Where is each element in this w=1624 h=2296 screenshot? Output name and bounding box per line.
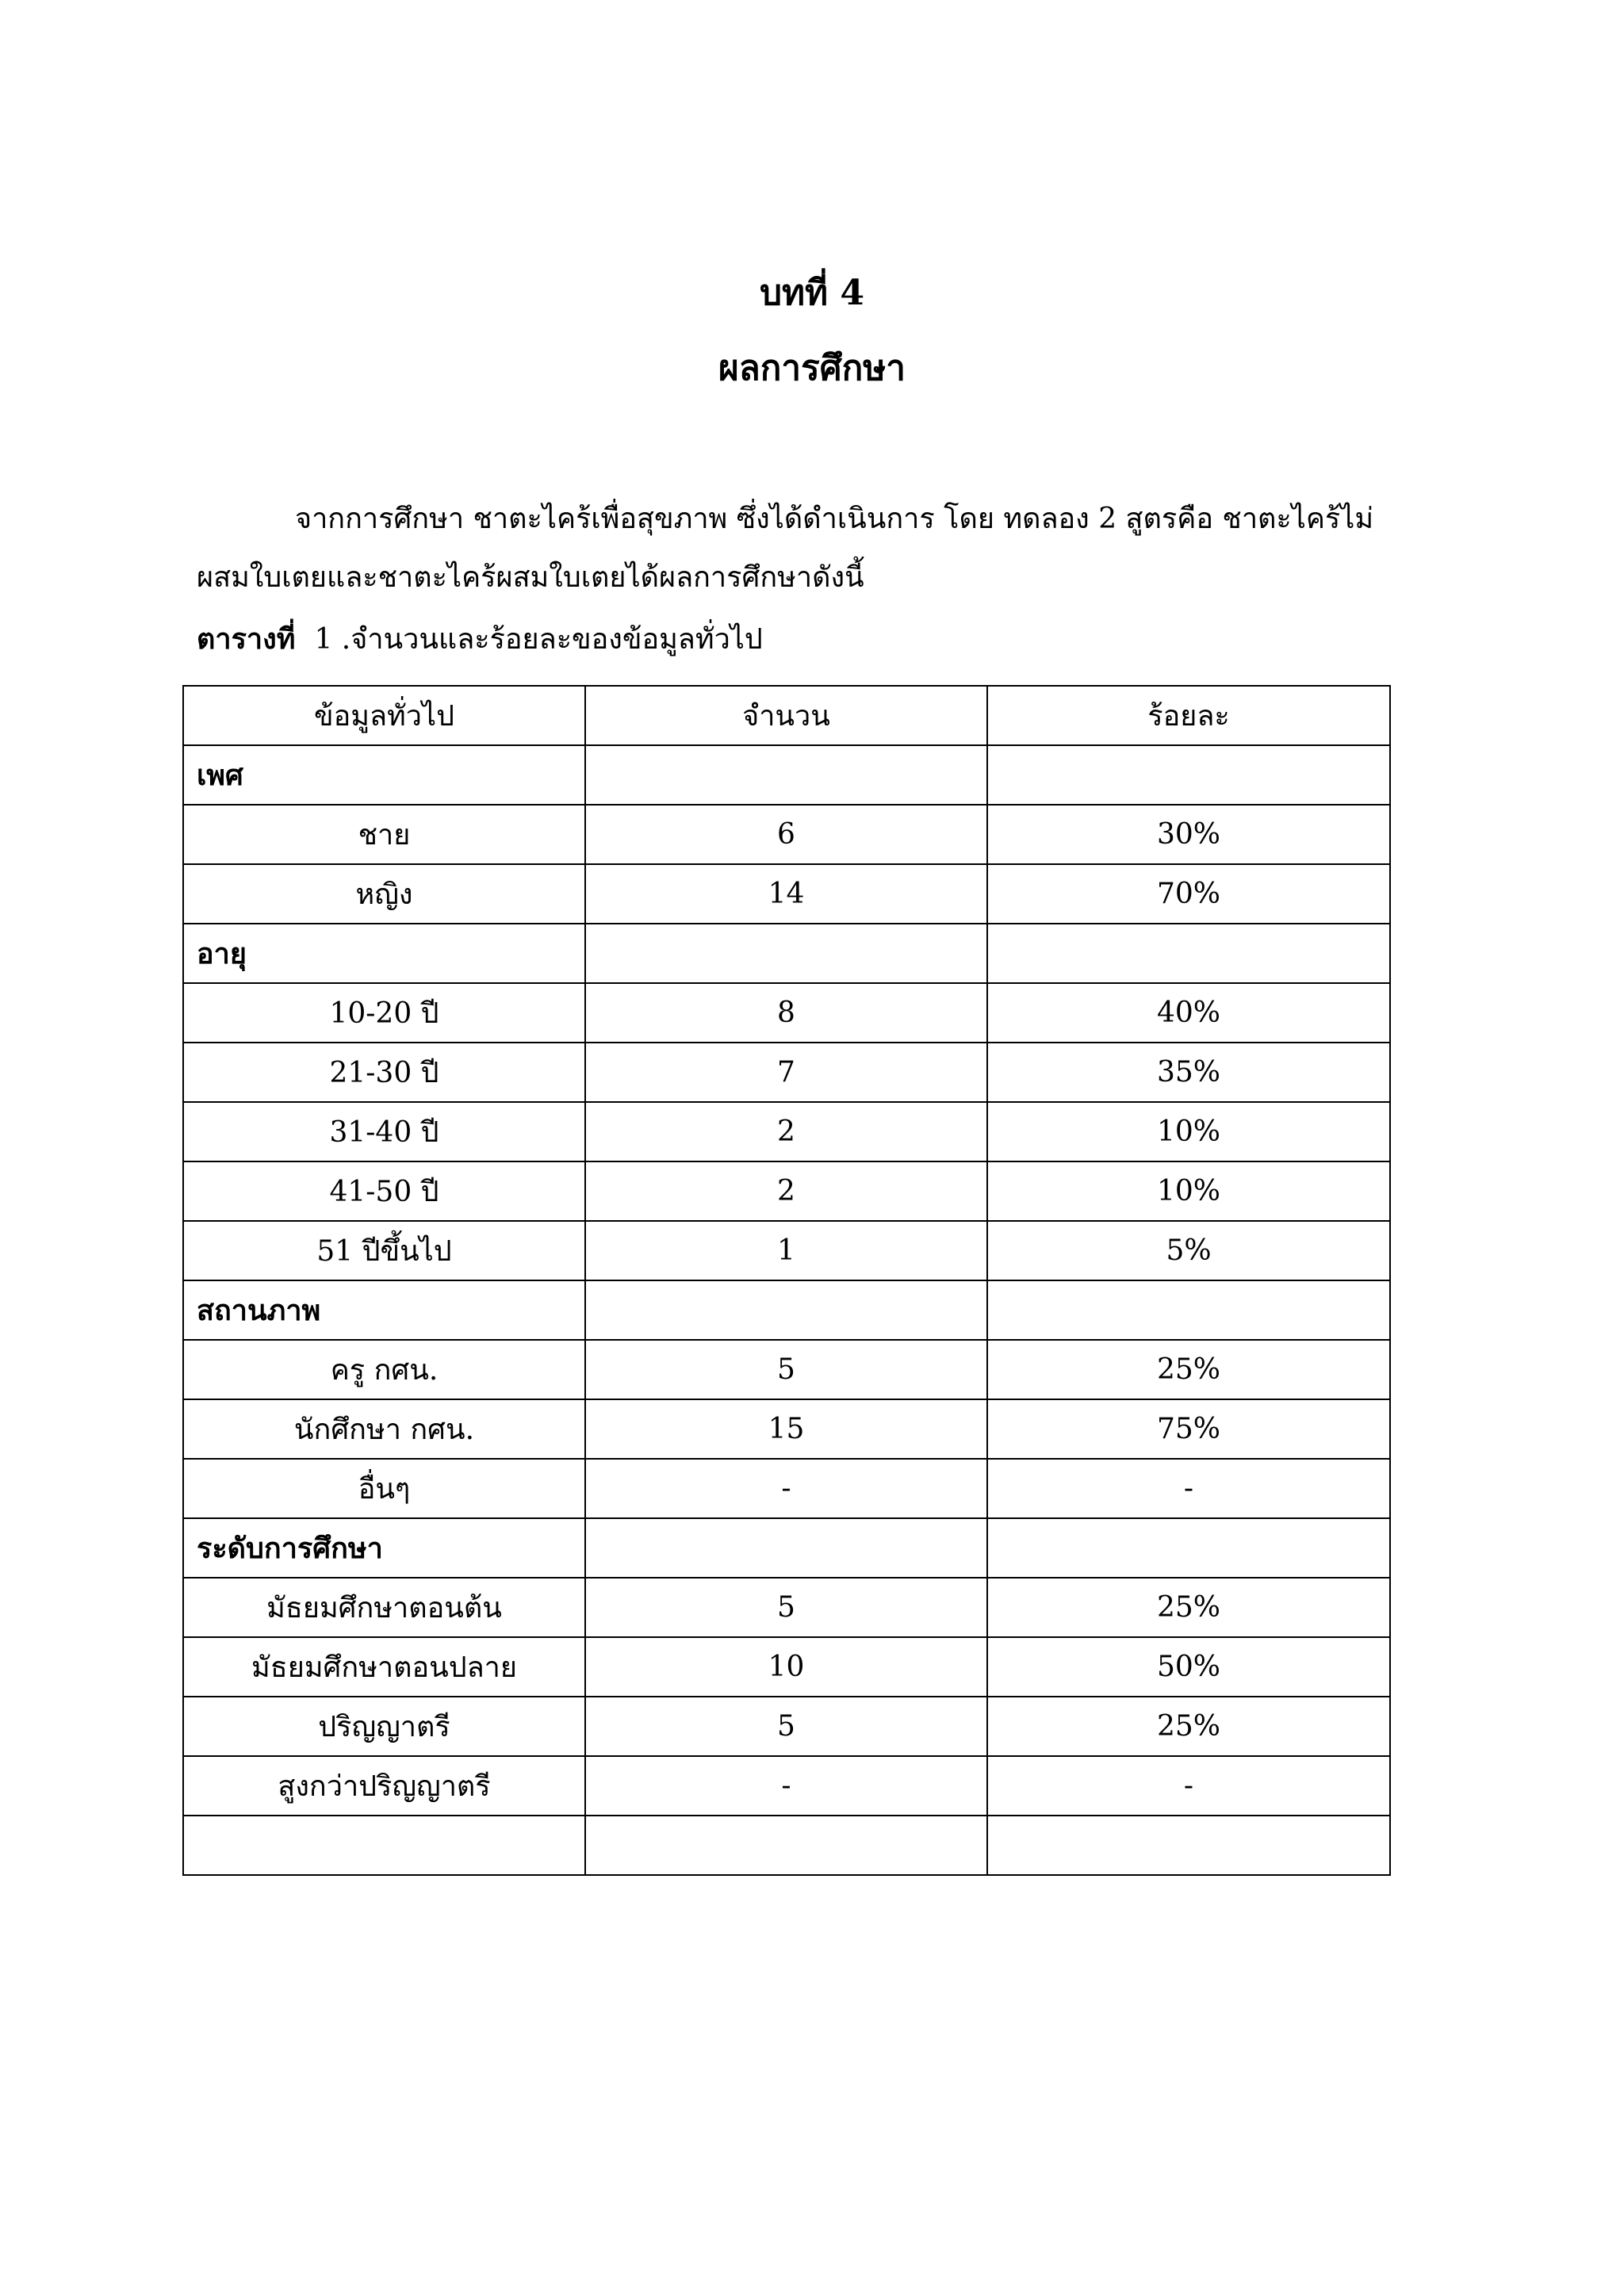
row-count: 5: [585, 1578, 987, 1637]
row-label: ชาย: [183, 805, 585, 864]
table-row: [183, 1221, 1390, 1280]
row-label: นักศึกษา กศน.: [183, 1399, 585, 1459]
chapter-title: บทที่ 4: [760, 273, 864, 313]
table-row: [183, 1697, 1390, 1756]
table-row: [183, 1637, 1390, 1697]
row-count: 10: [585, 1637, 987, 1697]
table-caption-label: ตารางที่: [197, 622, 296, 656]
row-count: 2: [585, 1161, 987, 1221]
row-label: ปริญญาตรี: [183, 1697, 585, 1756]
row-percent: 40%: [987, 983, 1390, 1043]
row-percent: 30%: [987, 805, 1390, 864]
row-count: 6: [585, 805, 987, 864]
header-percent: ร้อยละ: [987, 686, 1390, 745]
row-label: 10-20 ปี: [183, 983, 585, 1043]
row-label: 51 ปีขึ้นไป: [183, 1221, 585, 1280]
table-row: [183, 1043, 1390, 1102]
header-count: จำนวน: [585, 686, 987, 745]
table-row: [183, 864, 1390, 924]
row-count: 14: [585, 864, 987, 924]
row-label: มัธยมศึกษาตอนต้น: [183, 1578, 585, 1637]
row-label: 41-50 ปี: [183, 1161, 585, 1221]
group-title: สถานภาพ: [183, 1280, 585, 1340]
row-label: สูงกว่าปริญญาตรี: [183, 1756, 585, 1816]
row-count: 5: [585, 1697, 987, 1756]
row-percent: 25%: [987, 1578, 1390, 1637]
row-label: หญิง: [183, 864, 585, 924]
intro-paragraph: จากการศึกษา ชาตะไคร้เพื่อสุขภาพ ซึ่งได้ดำเนินการ โดย ทดลอง 2 สูตรคือ ชาตะไคร้ไม่ผสมใบเตยและชาตะไคร้ผสมใบเตยได้ผลการศึกษาดังนี้: [197, 503, 1374, 594]
row-label: 21-30 ปี: [183, 1043, 585, 1102]
row-count: -: [585, 1756, 987, 1816]
group-row-status: [183, 1280, 1390, 1340]
row-percent: 10%: [987, 1102, 1390, 1161]
table-row: [183, 1399, 1390, 1459]
table-row: [183, 1756, 1390, 1816]
table-row: [183, 1578, 1390, 1637]
row-label: อื่นๆ: [183, 1459, 585, 1518]
row-count: 2: [585, 1102, 987, 1161]
table-row: [183, 805, 1390, 864]
row-label: 31-40 ปี: [183, 1102, 585, 1161]
row-percent: -: [987, 1459, 1390, 1518]
table-caption: [197, 610, 763, 668]
row-percent: 25%: [987, 1697, 1390, 1756]
row-percent: 10%: [987, 1161, 1390, 1221]
row-percent: 35%: [987, 1043, 1390, 1102]
general-info-table: [182, 685, 1391, 1876]
row-percent: 25%: [987, 1340, 1390, 1399]
table-header-row: [183, 686, 1390, 745]
row-count: 1: [585, 1221, 987, 1280]
row-count: 5: [585, 1340, 987, 1399]
header-general-info: ข้อมูลทั่วไป: [183, 686, 585, 745]
row-count: 7: [585, 1043, 987, 1102]
row-percent: -: [987, 1756, 1390, 1816]
group-row-education: [183, 1518, 1390, 1578]
row-percent: 70%: [987, 864, 1390, 924]
table-row: [183, 1459, 1390, 1518]
row-label: มัธยมศึกษาตอนปลาย: [183, 1637, 585, 1697]
row-count: 8: [585, 983, 987, 1043]
row-percent: 50%: [987, 1637, 1390, 1697]
group-title: เพศ: [183, 745, 585, 805]
group-row-age: [183, 924, 1390, 983]
table-caption-text: 1 .จำนวนและร้อยละของข้อมูลทั่วไป: [314, 623, 763, 656]
table-row: [183, 1161, 1390, 1221]
table-row: [183, 1102, 1390, 1161]
row-count: 15: [585, 1399, 987, 1459]
table-row: [183, 983, 1390, 1043]
group-title: ระดับการศึกษา: [183, 1518, 585, 1578]
row-label: ครู กศน.: [183, 1340, 585, 1399]
empty-row: [183, 1816, 1390, 1875]
row-count: -: [585, 1459, 987, 1518]
group-title: อายุ: [183, 924, 585, 983]
group-row-gender: [183, 745, 1390, 805]
row-percent: 75%: [987, 1399, 1390, 1459]
row-percent: 5%: [987, 1221, 1390, 1280]
table-row: [183, 1340, 1390, 1399]
section-title: ผลการศึกษา: [718, 348, 906, 388]
